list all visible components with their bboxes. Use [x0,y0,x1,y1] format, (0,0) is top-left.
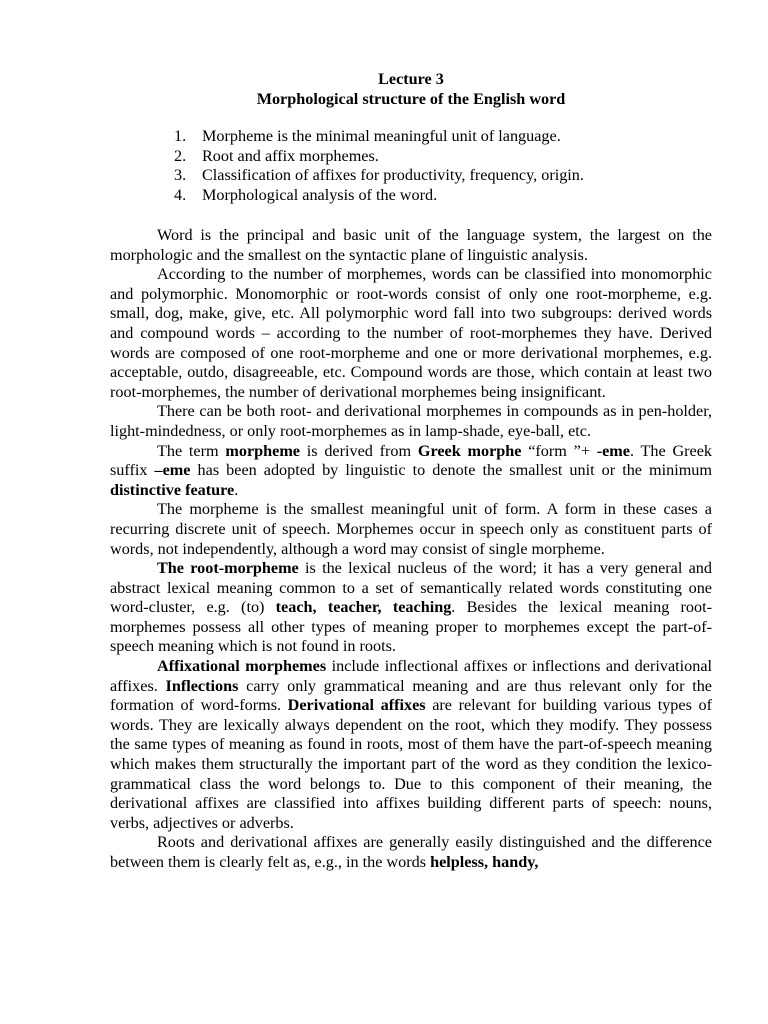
topic-number: 3. [174,166,187,185]
topic-number: 4. [174,186,187,205]
paragraph-compounds: There can be both root- and derivational morphemes in compounds as in pen-holder, light-mindedness, or only root-morphemes as in lamp-shade, eye-ball, etc. [110,402,712,440]
lecture-number: Lecture 3 [378,70,444,88]
topic-text: Morphological analysis of the word. [202,186,438,205]
topic-item [174,186,584,206]
paragraph-term-morpheme: The term morpheme is derived from Greek morphe “form ”+ -eme. The Greek suffix –eme has been adopted by linguistic to denote the smallest unit or the minimum distinctive feature. [110,441,712,499]
topic-item [174,166,584,186]
paragraph-affixational-morphemes: Affixational morphemes include inflectional affixes or inflections and derivational affixes. Inflections carry only grammatical meaning and are thus relevant only for the formation of word-forms. Derivational affixes are relevant for building various types of words. They are lexically always dependent on the root, which they modify. They possess the same types of meaning as found in roots, most of them have the part-of-speech meaning which makes them structurally the important part of the word as they condition the lexico-grammatical class the word belongs to. Due to this component of their meaning, the derivational affixes are classified into affixes building different parts of speech: nouns, verbs, adjectives or adverbs. [110,657,712,832]
paragraph-word-definition: Word is the principal and basic unit of the language system, the largest on the morphologic and the smallest on the syntactic plane of linguistic analysis. [110,226,712,264]
title-block [110,69,712,109]
topic-text: Classification of affixes for productivity, frequency, origin. [202,166,584,185]
topics-list [174,127,584,206]
topic-item [174,147,584,167]
topic-text: Root and affix morphemes. [202,146,379,165]
topic-number: 2. [174,146,187,165]
topic-number: 1. [174,127,187,145]
topic-item [174,127,584,147]
paragraph-morpheme-form: The morpheme is the smallest meaningful unit of form. A form in these cases a recurring discrete unit of speech. Morphemes occur in speech only as constituent parts of words, not independently, although a word may consist of single morpheme. [110,500,712,558]
paragraph-classification: According to the number of morphemes, words can be classified into monomorphic and polymorphic. Monomorphic or root-words consist of only one root-morpheme, e.g. small, dog, make, give, etc. All polymorphic word fall into two subgroups: derived words and compound words – according to the number of root-morphemes they have. Derived words are composed of one root-morpheme and one or more derivational morphemes, e.g. acceptable, outdo, disagreeable, etc. Compound words are those, which contain at least two root-morphemes, the number of derivational morphemes being insignificant. [110,265,712,401]
lecture-title: Morphological structure of the English word [256,90,566,108]
paragraph-roots-vs-affixes: Roots and derivational affixes are generally easily distinguished and the difference between them is clearly felt as, e.g., in the words helpless, handy, [110,833,712,871]
topic-text: Morpheme is the minimal meaningful unit of language. [202,127,561,145]
paragraph-root-morpheme: The root-morpheme is the lexical nucleus of the word; it has a very general and abstract lexical meaning common to a set of semantically related words constituting one word-cluster, e.g. (to) teach, teacher, teaching. Besides the lexical meaning root-morphemes possess all other types of meaning proper to morphemes except the part-of-speech meaning which is not found in roots. [110,559,713,656]
body-text [110,226,712,873]
